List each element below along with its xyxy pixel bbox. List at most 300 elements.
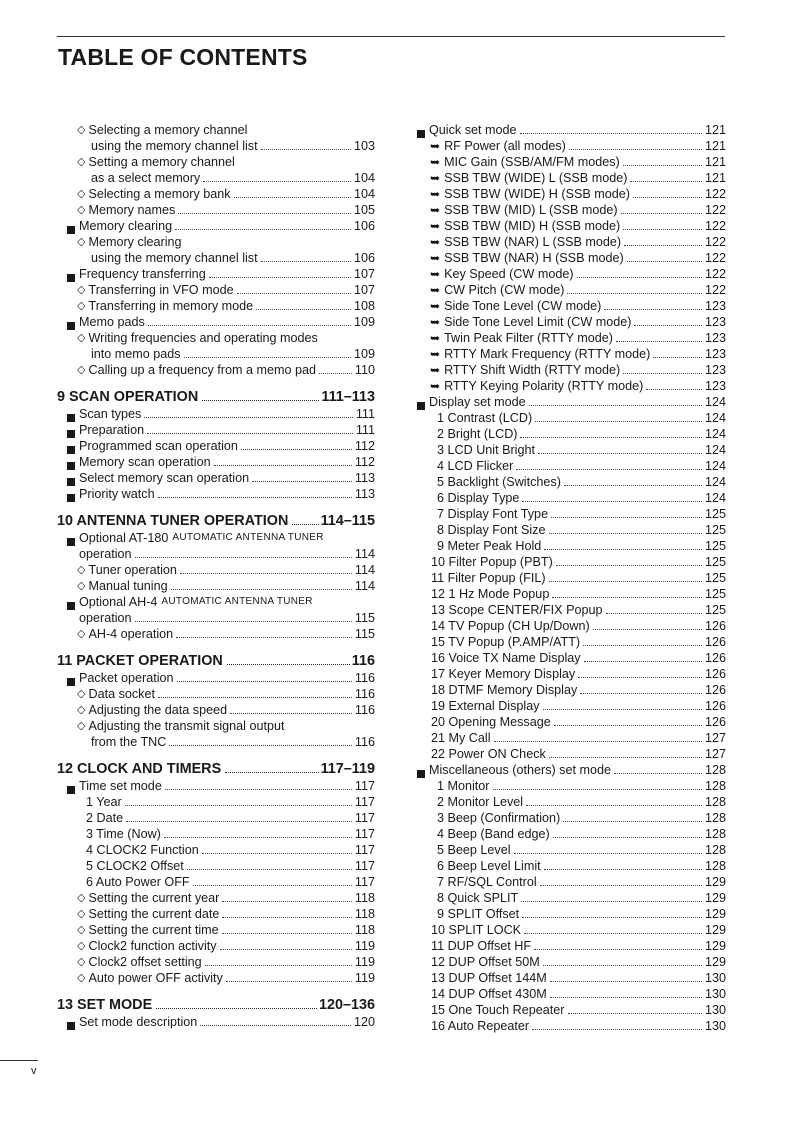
- toc-entry[interactable]: [57, 546, 375, 562]
- toc-entry[interactable]: [57, 266, 375, 282]
- dot-leader: [209, 276, 351, 278]
- dot-leader: [261, 260, 351, 262]
- toc-section-heading[interactable]: [57, 996, 375, 1014]
- diamond-bullet-icon: ◇: [77, 956, 86, 968]
- toc-entry[interactable]: [417, 1018, 726, 1034]
- square-bullet-icon: [67, 322, 75, 330]
- entry-page-number: 125: [704, 523, 726, 537]
- entry-page-number: 115: [354, 627, 375, 641]
- toc-entry[interactable]: [417, 986, 726, 1002]
- entry-text: 5 Beep Level: [437, 843, 511, 857]
- entry-text: as a select memory: [91, 171, 201, 185]
- toc-entry[interactable]: [57, 874, 375, 890]
- entry-page-number: 129: [704, 875, 726, 889]
- diamond-bullet-icon: ◇: [77, 188, 86, 200]
- entry-text: 5 Backlight (Switches): [437, 475, 561, 489]
- diamond-bullet-icon: ◇: [77, 564, 86, 576]
- toc-entry[interactable]: [57, 562, 375, 578]
- toc-entry[interactable]: [417, 538, 726, 554]
- dot-leader: [569, 148, 702, 150]
- toc-entry[interactable]: [417, 218, 726, 234]
- entry-page-number: 123: [704, 347, 726, 361]
- entry-page-number: 118: [354, 891, 375, 905]
- dot-leader: [147, 432, 353, 434]
- square-bullet-icon: [417, 402, 425, 410]
- top-rule: [57, 36, 725, 37]
- dot-leader: [222, 916, 352, 918]
- diamond-bullet-icon: ◇: [77, 284, 86, 296]
- toc-entry[interactable]: [417, 970, 726, 986]
- section-spacer: [57, 502, 375, 512]
- dot-leader: [544, 868, 702, 870]
- toc-entry[interactable]: [417, 586, 726, 602]
- entry-text: MIC Gain (SSB/AM/FM modes): [444, 155, 620, 169]
- entry-page-number: 121: [704, 155, 726, 169]
- toc-entry[interactable]: [57, 702, 375, 718]
- entry-text: Packet operation: [79, 671, 174, 685]
- toc-entry[interactable]: [417, 346, 726, 362]
- toc-entry: [57, 594, 375, 610]
- dot-leader: [241, 448, 352, 450]
- entry-text: 2 Bright (LCD): [437, 427, 518, 441]
- square-bullet-icon: [417, 130, 425, 138]
- toc-section-heading[interactable]: [57, 760, 375, 778]
- arrow-bullet-icon: ➥: [430, 347, 441, 361]
- toc-entry[interactable]: [417, 506, 726, 522]
- entry-page-number: 121: [704, 123, 726, 137]
- dot-leader: [549, 532, 702, 534]
- entry-text: Preparation: [79, 423, 145, 437]
- toc-entry[interactable]: [57, 362, 375, 378]
- dot-leader: [577, 276, 702, 278]
- section-title: 12 CLOCK AND TIMERS: [57, 761, 222, 777]
- toc-entry[interactable]: [417, 698, 726, 714]
- square-bullet-icon: [67, 446, 75, 454]
- entry-text: Memory clearing: [79, 219, 173, 233]
- dot-leader: [630, 180, 702, 182]
- toc-entry[interactable]: [417, 810, 726, 826]
- entry-text: Memory scan operation: [79, 455, 211, 469]
- toc-entry[interactable]: [417, 570, 726, 586]
- dot-leader: [184, 356, 351, 358]
- entry-text: 8 Quick SPLIT: [437, 891, 519, 905]
- toc-entry[interactable]: [417, 138, 726, 154]
- dot-leader: [227, 663, 350, 665]
- entry-text: SSB TBW (WIDE) H (SSB mode): [444, 187, 630, 201]
- entry-page-number: 117: [354, 875, 375, 889]
- toc-entry[interactable]: [57, 954, 375, 970]
- entry-text: 3 Time (Now): [86, 827, 161, 841]
- dot-leader: [175, 228, 351, 230]
- entry-text: SSB TBW (NAR) L (SSB mode): [444, 235, 622, 249]
- entry-text: Quick set mode: [429, 123, 517, 137]
- dot-leader: [543, 708, 702, 710]
- dot-leader: [623, 228, 702, 230]
- toc-entry[interactable]: [417, 714, 726, 730]
- square-bullet-icon: [417, 770, 425, 778]
- dot-leader: [593, 628, 702, 630]
- toc-entry[interactable]: [57, 670, 375, 686]
- toc-column-left: [57, 122, 375, 1030]
- toc-entry[interactable]: [417, 682, 726, 698]
- entry-page-number: 114: [354, 563, 375, 577]
- entry-text: 12 DUP Offset 50M: [431, 955, 540, 969]
- toc-entry[interactable]: [57, 454, 375, 470]
- entry-text: SSB TBW (WIDE) L (SSB mode): [444, 171, 628, 185]
- toc-entry[interactable]: [417, 618, 726, 634]
- square-bullet-icon: [67, 494, 75, 502]
- square-bullet-icon: [67, 274, 75, 282]
- folio-rule: [0, 1060, 38, 1061]
- entry-text: Side Tone Level (CW mode): [444, 299, 602, 313]
- toc-entry[interactable]: [417, 298, 726, 314]
- entry-page-number: 117: [354, 779, 375, 793]
- entry-text: Key Speed (CW mode): [444, 267, 574, 281]
- entry-text: Selecting a memory bank: [88, 187, 231, 201]
- entry-page-number: 128: [704, 763, 726, 777]
- toc-entry[interactable]: [417, 778, 726, 794]
- toc-entry[interactable]: [417, 650, 726, 666]
- toc-entry[interactable]: [417, 458, 726, 474]
- toc-entry[interactable]: [57, 842, 375, 858]
- dot-leader: [493, 788, 702, 790]
- entry-page-number: 119: [354, 939, 375, 953]
- entry-page-number: 128: [704, 795, 726, 809]
- toc-entry[interactable]: [417, 634, 726, 650]
- entry-page-number: 122: [704, 219, 726, 233]
- toc-entry[interactable]: [57, 626, 375, 642]
- entry-text: 1 Year: [86, 795, 122, 809]
- toc-entry[interactable]: [417, 154, 726, 170]
- entry-page-number: 105: [353, 203, 375, 217]
- entry-page-number: 126: [704, 651, 726, 665]
- entry-text: Scan types: [79, 407, 142, 421]
- entry-page-number: 122: [704, 203, 726, 217]
- arrow-bullet-icon: ➥: [430, 283, 441, 297]
- toc-entry[interactable]: [57, 890, 375, 906]
- entry-page-number: 124: [704, 475, 726, 489]
- toc-entry[interactable]: [417, 842, 726, 858]
- toc-entry[interactable]: [57, 922, 375, 938]
- diamond-bullet-icon: ◇: [77, 940, 86, 952]
- arrow-bullet-icon: ➥: [430, 187, 441, 201]
- toc-entry[interactable]: [417, 554, 726, 570]
- dot-leader: [534, 948, 702, 950]
- dot-leader: [646, 388, 702, 390]
- toc-entry[interactable]: [417, 202, 726, 218]
- dot-leader: [193, 884, 352, 886]
- toc-entry[interactable]: [417, 522, 726, 538]
- dot-leader: [222, 932, 352, 934]
- toc-entry[interactable]: [57, 686, 375, 702]
- toc-section-heading[interactable]: [57, 652, 375, 670]
- entry-page-number: 119: [354, 971, 375, 985]
- entry-text: using the memory channel list: [91, 251, 258, 265]
- entry-page-number: 124: [704, 427, 726, 441]
- toc-entry[interactable]: [57, 794, 375, 810]
- dot-leader: [135, 556, 352, 558]
- square-bullet-icon: [67, 430, 75, 438]
- toc-entry[interactable]: [57, 826, 375, 842]
- entry-page-number: 117: [354, 843, 375, 857]
- entry-text: 2 Monitor Level: [437, 795, 524, 809]
- entry-page-number: 125: [704, 539, 726, 553]
- dot-leader: [633, 196, 702, 198]
- toc-entry[interactable]: [417, 474, 726, 490]
- arrow-bullet-icon: ➥: [430, 315, 441, 329]
- toc-entry[interactable]: [417, 1002, 726, 1018]
- entry-text: Programmed scan operation: [79, 439, 238, 453]
- entry-text: Setting the current year: [88, 891, 220, 905]
- toc-entry[interactable]: [57, 282, 375, 298]
- entry-text: Transferring in memory mode: [88, 299, 254, 313]
- toc-entry[interactable]: [417, 858, 726, 874]
- toc-entry[interactable]: [417, 490, 726, 506]
- toc-entry[interactable]: [417, 362, 726, 378]
- entry-page-number: 125: [704, 571, 726, 585]
- dot-leader: [214, 464, 352, 466]
- toc-entry[interactable]: [57, 314, 375, 330]
- toc-entry[interactable]: [417, 122, 726, 138]
- toc-entry[interactable]: [417, 410, 726, 426]
- entry-page-number: 117: [354, 859, 375, 873]
- toc-entry[interactable]: [57, 578, 375, 594]
- toc-entry[interactable]: [417, 442, 726, 458]
- dot-leader: [564, 484, 702, 486]
- dot-leader: [171, 588, 352, 590]
- diamond-bullet-icon: ◇: [77, 972, 86, 984]
- toc-entry[interactable]: [57, 218, 375, 234]
- toc-entry[interactable]: [417, 378, 726, 394]
- toc-entry: [57, 530, 375, 546]
- entry-page-number: 125: [704, 555, 726, 569]
- entry-page-number: 122: [704, 235, 726, 249]
- toc-entry[interactable]: [417, 314, 726, 330]
- toc-entry[interactable]: [57, 438, 375, 454]
- toc-entry[interactable]: [417, 282, 726, 298]
- diamond-bullet-icon: ◇: [77, 580, 86, 592]
- entry-page-number: 129: [704, 907, 726, 921]
- entry-text: Calling up a frequency from a memo pad: [88, 363, 316, 377]
- toc-entry[interactable]: [417, 170, 726, 186]
- dot-leader: [604, 308, 702, 310]
- toc-entry[interactable]: [417, 426, 726, 442]
- entry-text: 6 Beep Level Limit: [437, 859, 541, 873]
- toc-entry[interactable]: [57, 470, 375, 486]
- diamond-bullet-icon: ◇: [77, 332, 86, 344]
- dot-leader: [164, 836, 352, 838]
- dot-leader: [550, 980, 702, 982]
- entry-text: 4 Beep (Band edge): [437, 827, 550, 841]
- entry-text: Optional AT-180: [79, 531, 169, 545]
- toc-entry[interactable]: [417, 250, 726, 266]
- entry-page-number: 126: [704, 635, 726, 649]
- toc-column-right: [417, 122, 726, 1034]
- dot-leader: [514, 852, 702, 854]
- entry-page-number: 124: [704, 491, 726, 505]
- toc-entry[interactable]: [417, 394, 726, 410]
- toc-entry[interactable]: [57, 610, 375, 626]
- toc-entry[interactable]: [417, 826, 726, 842]
- toc-section-heading[interactable]: [57, 388, 375, 406]
- toc-entry[interactable]: [57, 202, 375, 218]
- toc-entry[interactable]: [57, 422, 375, 438]
- section-title: 10 ANTENNA TUNER OPERATION: [57, 513, 289, 529]
- entry-page-number: 110: [354, 363, 375, 377]
- entry-page-number: 123: [704, 363, 726, 377]
- toc-entry[interactable]: [417, 890, 726, 906]
- entry-text: Adjusting the data speed: [88, 703, 228, 717]
- dot-leader: [616, 340, 702, 342]
- toc-entry[interactable]: [417, 874, 726, 890]
- dot-leader: [583, 644, 702, 646]
- arrow-bullet-icon: ➥: [430, 171, 441, 185]
- entry-page-number: 122: [704, 187, 726, 201]
- toc-entry[interactable]: [417, 186, 726, 202]
- entry-text: RTTY Mark Frequency (RTTY mode): [444, 347, 651, 361]
- toc-entry[interactable]: [57, 406, 375, 422]
- entry-text: 5 CLOCK2 Offset: [86, 859, 184, 873]
- entry-page-number: 125: [704, 603, 726, 617]
- entry-page-number: 119: [354, 955, 375, 969]
- toc-entry[interactable]: [417, 602, 726, 618]
- arrow-bullet-icon: ➥: [430, 235, 441, 249]
- dot-leader: [522, 916, 702, 918]
- dot-leader: [556, 564, 702, 566]
- dot-leader: [549, 756, 702, 758]
- dot-leader: [634, 324, 702, 326]
- dot-leader: [494, 740, 702, 742]
- entry-text: 3 LCD Unit Bright: [437, 443, 535, 457]
- toc-entry: [57, 718, 375, 734]
- dot-leader: [623, 372, 702, 374]
- entry-text: 10 Filter Popup (PBT): [431, 555, 553, 569]
- entry-text: 11 DUP Offset HF: [431, 939, 532, 953]
- entry-text: 13 Scope CENTER/FIX Popup: [431, 603, 603, 617]
- entry-page-number: 111: [355, 407, 375, 421]
- dot-leader: [516, 468, 702, 470]
- dot-leader: [584, 660, 702, 662]
- entry-text: 6 Display Type: [437, 491, 520, 505]
- entry-text: 12 1 Hz Mode Popup: [431, 587, 550, 601]
- toc-entry[interactable]: [417, 906, 726, 922]
- toc-entry[interactable]: [57, 970, 375, 986]
- entry-page-number: 124: [704, 459, 726, 473]
- toc-entry[interactable]: [57, 906, 375, 922]
- entry-page-number: 124: [704, 443, 726, 457]
- entry-page-number: 113: [354, 487, 375, 501]
- dot-leader: [180, 572, 352, 574]
- toc-entry[interactable]: [57, 1014, 375, 1030]
- toc-entry[interactable]: [57, 938, 375, 954]
- toc-entry[interactable]: [57, 298, 375, 314]
- entry-text: Twin Peak Filter (RTTY mode): [444, 331, 613, 345]
- dot-leader: [568, 1012, 702, 1014]
- toc-entry[interactable]: [417, 746, 726, 762]
- toc-entry[interactable]: [57, 170, 375, 186]
- toc-entry[interactable]: [57, 186, 375, 202]
- entry-text: Writing frequencies and operating modes: [88, 331, 318, 345]
- entry-text: 18 DTMF Memory Display: [431, 683, 578, 697]
- entry-text: SSB TBW (MID) L (SSB mode): [444, 203, 618, 217]
- entry-text: AH-4 operation: [88, 627, 174, 641]
- entry-text: using the memory channel list: [91, 139, 258, 153]
- toc-entry[interactable]: [417, 266, 726, 282]
- entry-page-number: 124: [704, 411, 726, 425]
- entry-text: 4 CLOCK2 Function: [86, 843, 199, 857]
- dot-leader: [222, 900, 352, 902]
- dot-leader: [522, 500, 702, 502]
- entry-text: Setting a memory channel: [88, 155, 235, 169]
- toc-entry[interactable]: [57, 810, 375, 826]
- entry-page-number: 123: [704, 299, 726, 313]
- entry-text: operation: [79, 611, 132, 625]
- dot-leader: [538, 452, 702, 454]
- square-bullet-icon: [67, 462, 75, 470]
- square-bullet-icon: [67, 414, 75, 422]
- entry-text: Setting the current date: [88, 907, 220, 921]
- entry-page-number: 116: [354, 687, 375, 701]
- entry-text: 1 Contrast (LCD): [437, 411, 533, 425]
- diamond-bullet-icon: ◇: [77, 924, 86, 936]
- toc-entry[interactable]: [57, 858, 375, 874]
- toc-entry[interactable]: [417, 938, 726, 954]
- toc-entry[interactable]: [417, 330, 726, 346]
- dot-leader: [237, 292, 351, 294]
- toc-entry[interactable]: [417, 922, 726, 938]
- diamond-bullet-icon: ◇: [77, 704, 86, 716]
- toc-entry[interactable]: [57, 734, 375, 750]
- toc-entry[interactable]: [57, 346, 375, 362]
- arrow-bullet-icon: ➥: [430, 299, 441, 313]
- toc-entry[interactable]: [57, 486, 375, 502]
- toc-entry[interactable]: [417, 666, 726, 682]
- dot-leader: [135, 620, 352, 622]
- arrow-bullet-icon: ➥: [430, 139, 441, 153]
- dot-leader: [220, 948, 352, 950]
- toc-entry[interactable]: [417, 730, 726, 746]
- toc-entry[interactable]: [417, 234, 726, 250]
- entry-page-number: 128: [704, 859, 726, 873]
- dot-leader: [520, 436, 702, 438]
- dot-leader: [624, 244, 702, 246]
- square-bullet-icon: [67, 1022, 75, 1030]
- entry-page-number: 116: [354, 703, 375, 717]
- entry-smallcaps-text: AUTOMATIC ANTENNA TUNER: [161, 596, 313, 607]
- entry-page-number: 130: [704, 971, 726, 985]
- toc-entry[interactable]: [57, 250, 375, 266]
- section-page-range: 116: [351, 653, 375, 669]
- entry-page-number: 114: [354, 579, 375, 593]
- section-spacer: [57, 986, 375, 996]
- dot-leader: [532, 1028, 702, 1030]
- entry-page-number: 128: [704, 827, 726, 841]
- entry-page-number: 128: [704, 811, 726, 825]
- toc-entry[interactable]: [57, 778, 375, 794]
- toc-entry[interactable]: [57, 138, 375, 154]
- dot-leader: [521, 900, 702, 902]
- entry-page-number: 107: [353, 267, 375, 281]
- entry-page-number: 125: [704, 587, 726, 601]
- toc-entry[interactable]: [417, 954, 726, 970]
- entry-text: Display set mode: [429, 395, 526, 409]
- toc-section-heading[interactable]: [57, 512, 375, 530]
- arrow-bullet-icon: ➥: [430, 203, 441, 217]
- toc-entry[interactable]: [417, 794, 726, 810]
- entry-text: Miscellaneous (others) set mode: [429, 763, 611, 777]
- toc-entry[interactable]: [417, 762, 726, 778]
- dot-leader: [230, 712, 352, 714]
